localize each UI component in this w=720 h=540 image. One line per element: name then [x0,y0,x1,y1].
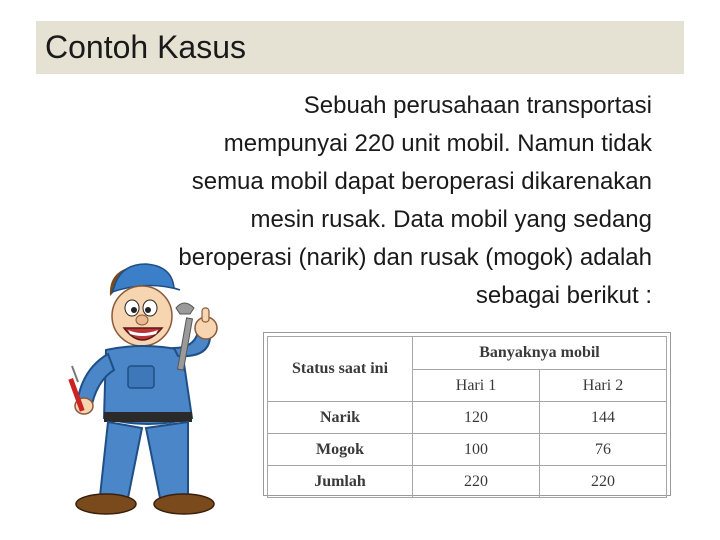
shoe [154,494,214,514]
paragraph-line: Sebuah perusahaan transportasi [303,92,652,119]
data-table [267,336,667,498]
table-row [268,402,667,434]
cell-day2: 144 [539,402,666,434]
paragraph-line: semua mobil dapat beroperasi dikarenakan [191,168,652,195]
table-row [268,434,667,466]
paragraph-line: mesin rusak. Data mobil yang sedang [250,206,652,233]
title-bar [36,21,684,74]
cell-day1: 100 [413,434,540,466]
row-label: Narik [268,402,413,434]
cell-day1: 120 [413,402,540,434]
table-row [268,466,667,498]
paragraph-line: beroperasi (narik) dan rusak (mogok) adalah [178,244,652,271]
shoe [76,494,136,514]
paragraph-line: sebagai berikut : [475,282,652,309]
row-label: Jumlah [268,466,413,498]
cell-day2: 220 [539,466,666,498]
header-status: Status saat ini [268,337,413,402]
cell-day1: 220 [413,466,540,498]
header-day2: Hari 2 [539,370,666,402]
mechanic-illustration [48,258,258,528]
header-day1: Hari 1 [413,370,540,402]
row-label: Mogok [268,434,413,466]
car-status-table [263,332,671,496]
belt [104,412,192,422]
cell-day2: 76 [539,434,666,466]
paragraph-line: mempunyai 220 unit mobil. Namun tidak [223,130,652,157]
slide-title: Contoh Kasus [45,29,247,65]
wrench [176,303,194,370]
header-group: Banyaknya mobil [413,337,667,370]
